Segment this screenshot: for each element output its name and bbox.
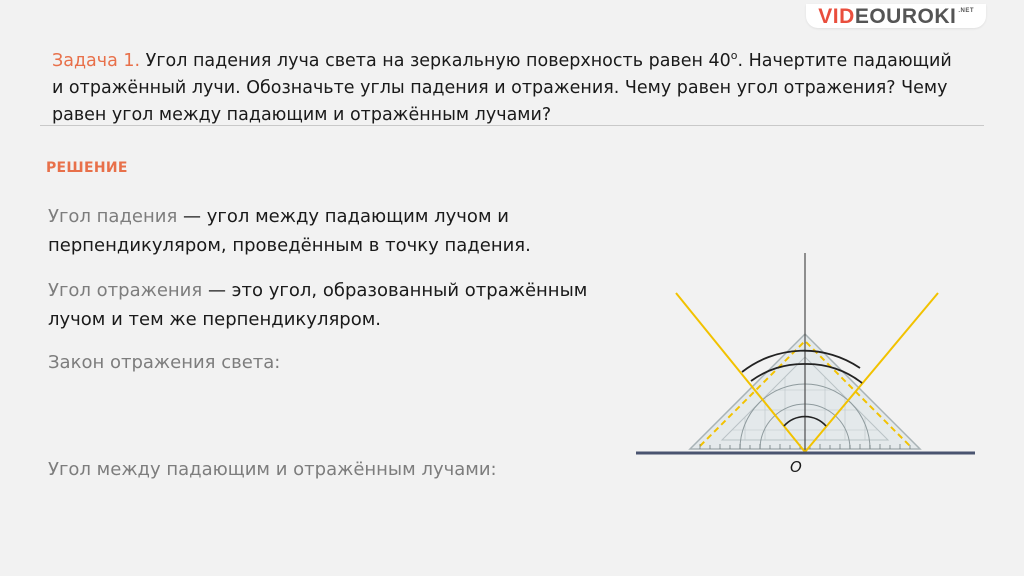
task-text-part1: Угол падения луча света на зеркальную поверхность равен 40 [140,50,731,71]
reflection-def-text: — это угол, образованный отражённым лучом и тем же перпендикуляром. [48,280,588,330]
videouroki-logo: VIDEOUROKI $^{.NET}$ [806,4,986,28]
angle-between-label: Угол между падающим и отражённым лучами: [48,459,497,480]
solution-heading: РЕШЕНИЕ [46,160,128,176]
incidence-def-text: — угол между падающим лучом и перпендикуляром, проведённым в точку падения. [48,206,531,256]
point-o-label: O [790,458,802,476]
task-text-part2: . Начертите падающий и отражённый лучи. Обозначьте углы падения и отражения. Чему равен угол отражения? Чему равен угол между падающим и отражённым лучами? [52,50,952,125]
reflection-law-label: Закон отражения света: [48,352,281,373]
degree-sign: o [730,49,738,62]
incidence-term: Угол падения [48,206,178,227]
reflection-term: Угол отражения [48,280,203,301]
task-number: Задача 1. [52,50,141,71]
